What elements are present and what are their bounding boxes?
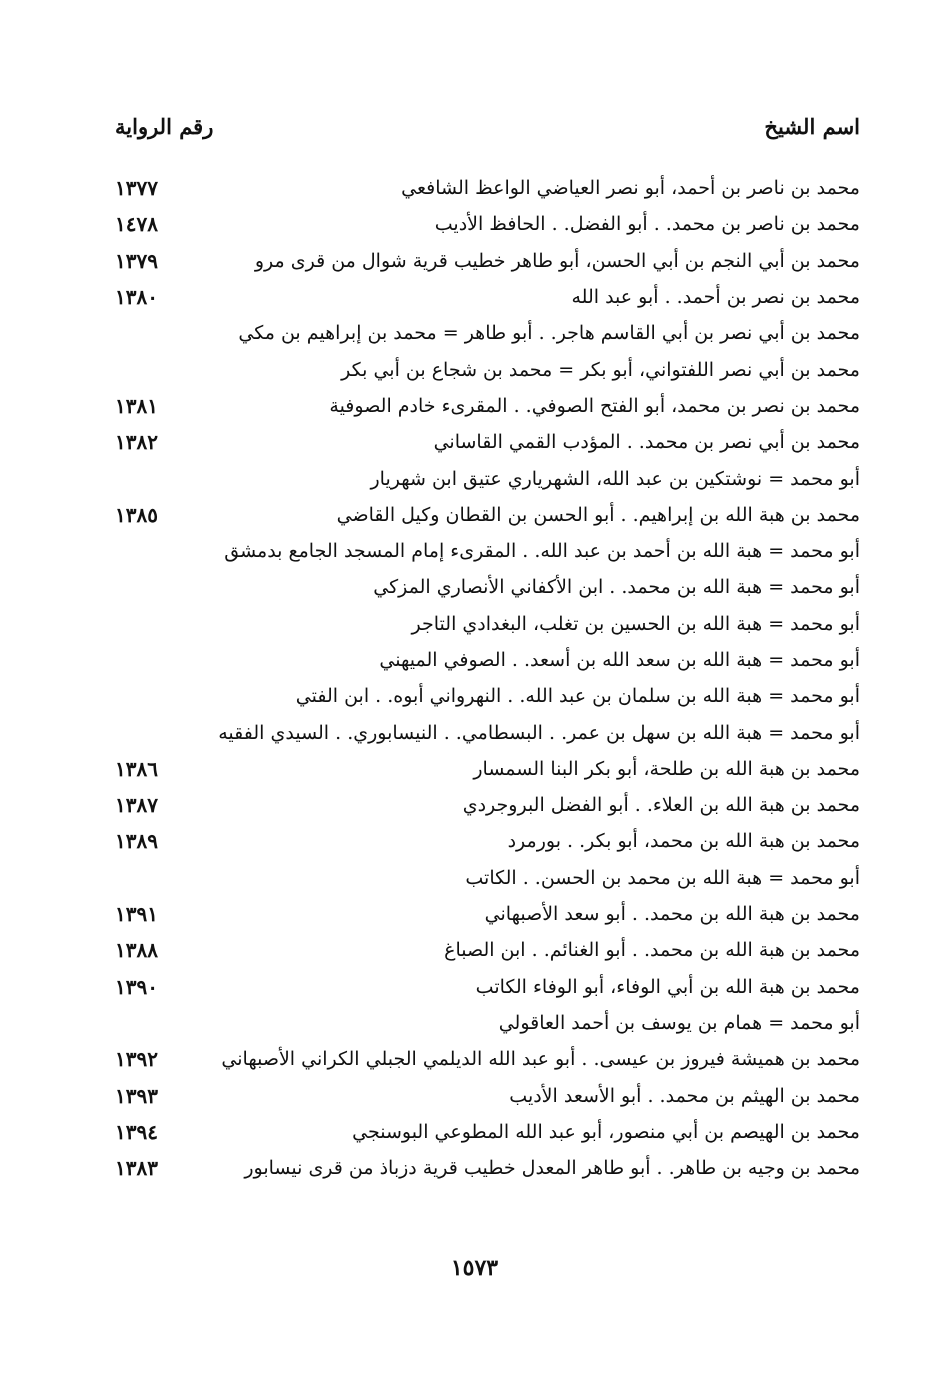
sheikh-name: محمد بن أبي نصر اللفتواني، أبو بكر = محمد بن شجاع بن أبي بكر [341,358,860,381]
sheikh-name: محمد بن الهيثم بن محمد. . أبو الأسعد الأديب [509,1084,860,1107]
narration-number: ١٣٨٧ [115,793,158,818]
sheikh-name: أبو محمد = هبة الله بن الحسين بن تغلب، البغدادي التاجر [411,612,860,635]
sheikh-name: أبو محمد = نوشتكين بن عبد الله، الشهرياري عتيق ابن شهريار [370,467,860,490]
sheikh-name: محمد بن نصر بن أحمد. . أبو عبد الله [571,286,860,309]
narration-number: ١٣٨٢ [115,430,158,455]
index-entry [115,424,860,460]
index-entries [115,170,860,1186]
index-entry [115,714,860,750]
sheikh-name: محمد بن أبي النجم بن أبي الحسن، أبو طاهر خطيب قرية شوال من قرى مرو [254,249,860,272]
column-header [115,108,860,144]
sheikh-name-header: اسم الشيخ [764,113,860,139]
index-entry [115,497,860,533]
sheikh-name: أبو محمد = هبة الله بن سعد الله بن أسعد. . الصوفي الميهني [379,649,860,671]
narration-number: ١٣٩٢ [115,1047,158,1072]
sheikh-name: محمد بن هبة الله بن محمد، أبو بكر. . بورمرد [507,830,860,853]
index-entry [115,896,860,932]
narration-number: ١٣٨٥ [115,502,158,527]
narration-number: ١٤٧٨ [115,212,158,237]
narration-number: ١٣٨٠ [115,285,158,310]
sheikh-name: محمد بن وجيه بن طاهر. . أبو طاهر المعدل خطيب قرية دزباذ من قرى نيسابور [244,1157,860,1180]
index-entry [115,569,860,605]
index-entry [115,388,860,424]
narration-number-header: رقم الرواية [115,113,214,139]
index-entry [115,932,860,968]
index-entry [115,1077,860,1113]
page-number: ١٥٧٣ [450,1255,499,1281]
narration-number: ١٣٨١ [115,393,158,418]
sheikh-name: أبو محمد = هبة الله بن سلمان بن عبد الله. . النهرواني أبوه. . ابن الفتي [295,685,860,708]
index-entry [115,642,860,678]
index-entry [115,279,860,315]
index-entry [115,787,860,823]
index-entry [115,315,860,351]
sheikh-name: أبو محمد = هبة الله بن محمد. . ابن الأكفاني الأنصاري المزكي [373,576,860,599]
index-entry [115,1005,860,1041]
index-entry [115,1114,860,1150]
sheikh-name: أبو محمد = هبة الله بن سهل بن عمر. . البسطامي. . النيسابوري. . السيدي الفقيه [218,721,860,744]
sheikh-name: محمد بن هبة الله بن إبراهيم. . أبو الحسن بن القطان وكيل القاضي [336,503,860,526]
index-entry [115,823,860,859]
narration-number: ١٣٩٣ [115,1083,158,1108]
sheikh-name: محمد بن ناصر بن أحمد، أبو نصر العياضي الواعظ الشافعي [401,177,860,200]
narration-number: ١٣٧٧ [115,176,158,201]
sheikh-name: محمد بن هبة الله بن العلاء. . أبو الفضل البروجردي [462,794,860,817]
sheikh-name: محمد بن هبة الله بن محمد. . أبو سعد الأصبهاني [484,903,860,926]
sheikh-name: محمد بن ناصر بن محمد. . أبو الفضل. . الحافظ الأديب [434,213,860,236]
narration-number: ١٣٩٠ [115,974,158,999]
sheikh-name: محمد بن هبة الله بن أبي الوفاء، أبو الوفاء الكاتب [475,975,860,998]
sheikh-name: محمد بن هبة الله بن طلحة، أبو بكر البنا السمسار [473,757,860,780]
index-entry [115,751,860,787]
index-entry [115,243,860,279]
narration-number: ١٣٨٨ [115,938,158,963]
index-entry [115,606,860,642]
sheikh-name: محمد بن نصر بن محمد، أبو الفتح الصوفي. . المقرىء خادم الصوفية [329,394,860,417]
sheikh-name: أبو محمد = هبة الله بن محمد بن الحسن. . الكاتب [465,866,860,889]
index-entry [115,678,860,714]
narration-number: ١٣٧٩ [115,248,158,273]
sheikh-name: محمد بن هبة الله بن محمد. . أبو الغنائم. . ابن الصباغ [444,939,860,962]
sheikh-name: محمد بن أبي نصر بن محمد. . المؤدب القمي القاساني [433,431,860,454]
index-entry [115,860,860,896]
index-entry [115,533,860,569]
sheikh-name: أبو محمد = هبة الله بن أحمد بن عبد الله. . المقرىء إمام المسجد الجامع بدمشق [224,540,860,563]
index-entry [115,170,860,206]
narration-number: ١٣٩١ [115,902,158,927]
index-entry [115,351,860,387]
narration-number: ١٣٨٣ [115,1156,158,1181]
index-entry [115,1041,860,1077]
narration-number: ١٣٩٤ [115,1119,158,1144]
sheikh-name: محمد بن الهيصم بن أبي منصور، أبو عبد الله المطوعي البوسنجي [352,1120,860,1143]
sheikh-name: محمد بن هميشة فيروز بن عيسى. . أبو عبد الله الديلمي الجبلي الكراني الأصبهاني [221,1048,860,1071]
narration-number: ١٣٨٦ [115,756,158,781]
narration-number: ١٣٨٩ [115,829,158,854]
index-entry [115,460,860,496]
index-entry [115,206,860,242]
index-entry [115,1150,860,1186]
sheikh-name: أبو محمد = همام بن يوسف بن أحمد العاقولي [498,1011,860,1034]
index-entry [115,969,860,1005]
sheikh-name: محمد بن أبي نصر بن أبي القاسم هاجر. . أبو طاهر = محمد بن إبراهيم بن مكي [238,322,860,345]
